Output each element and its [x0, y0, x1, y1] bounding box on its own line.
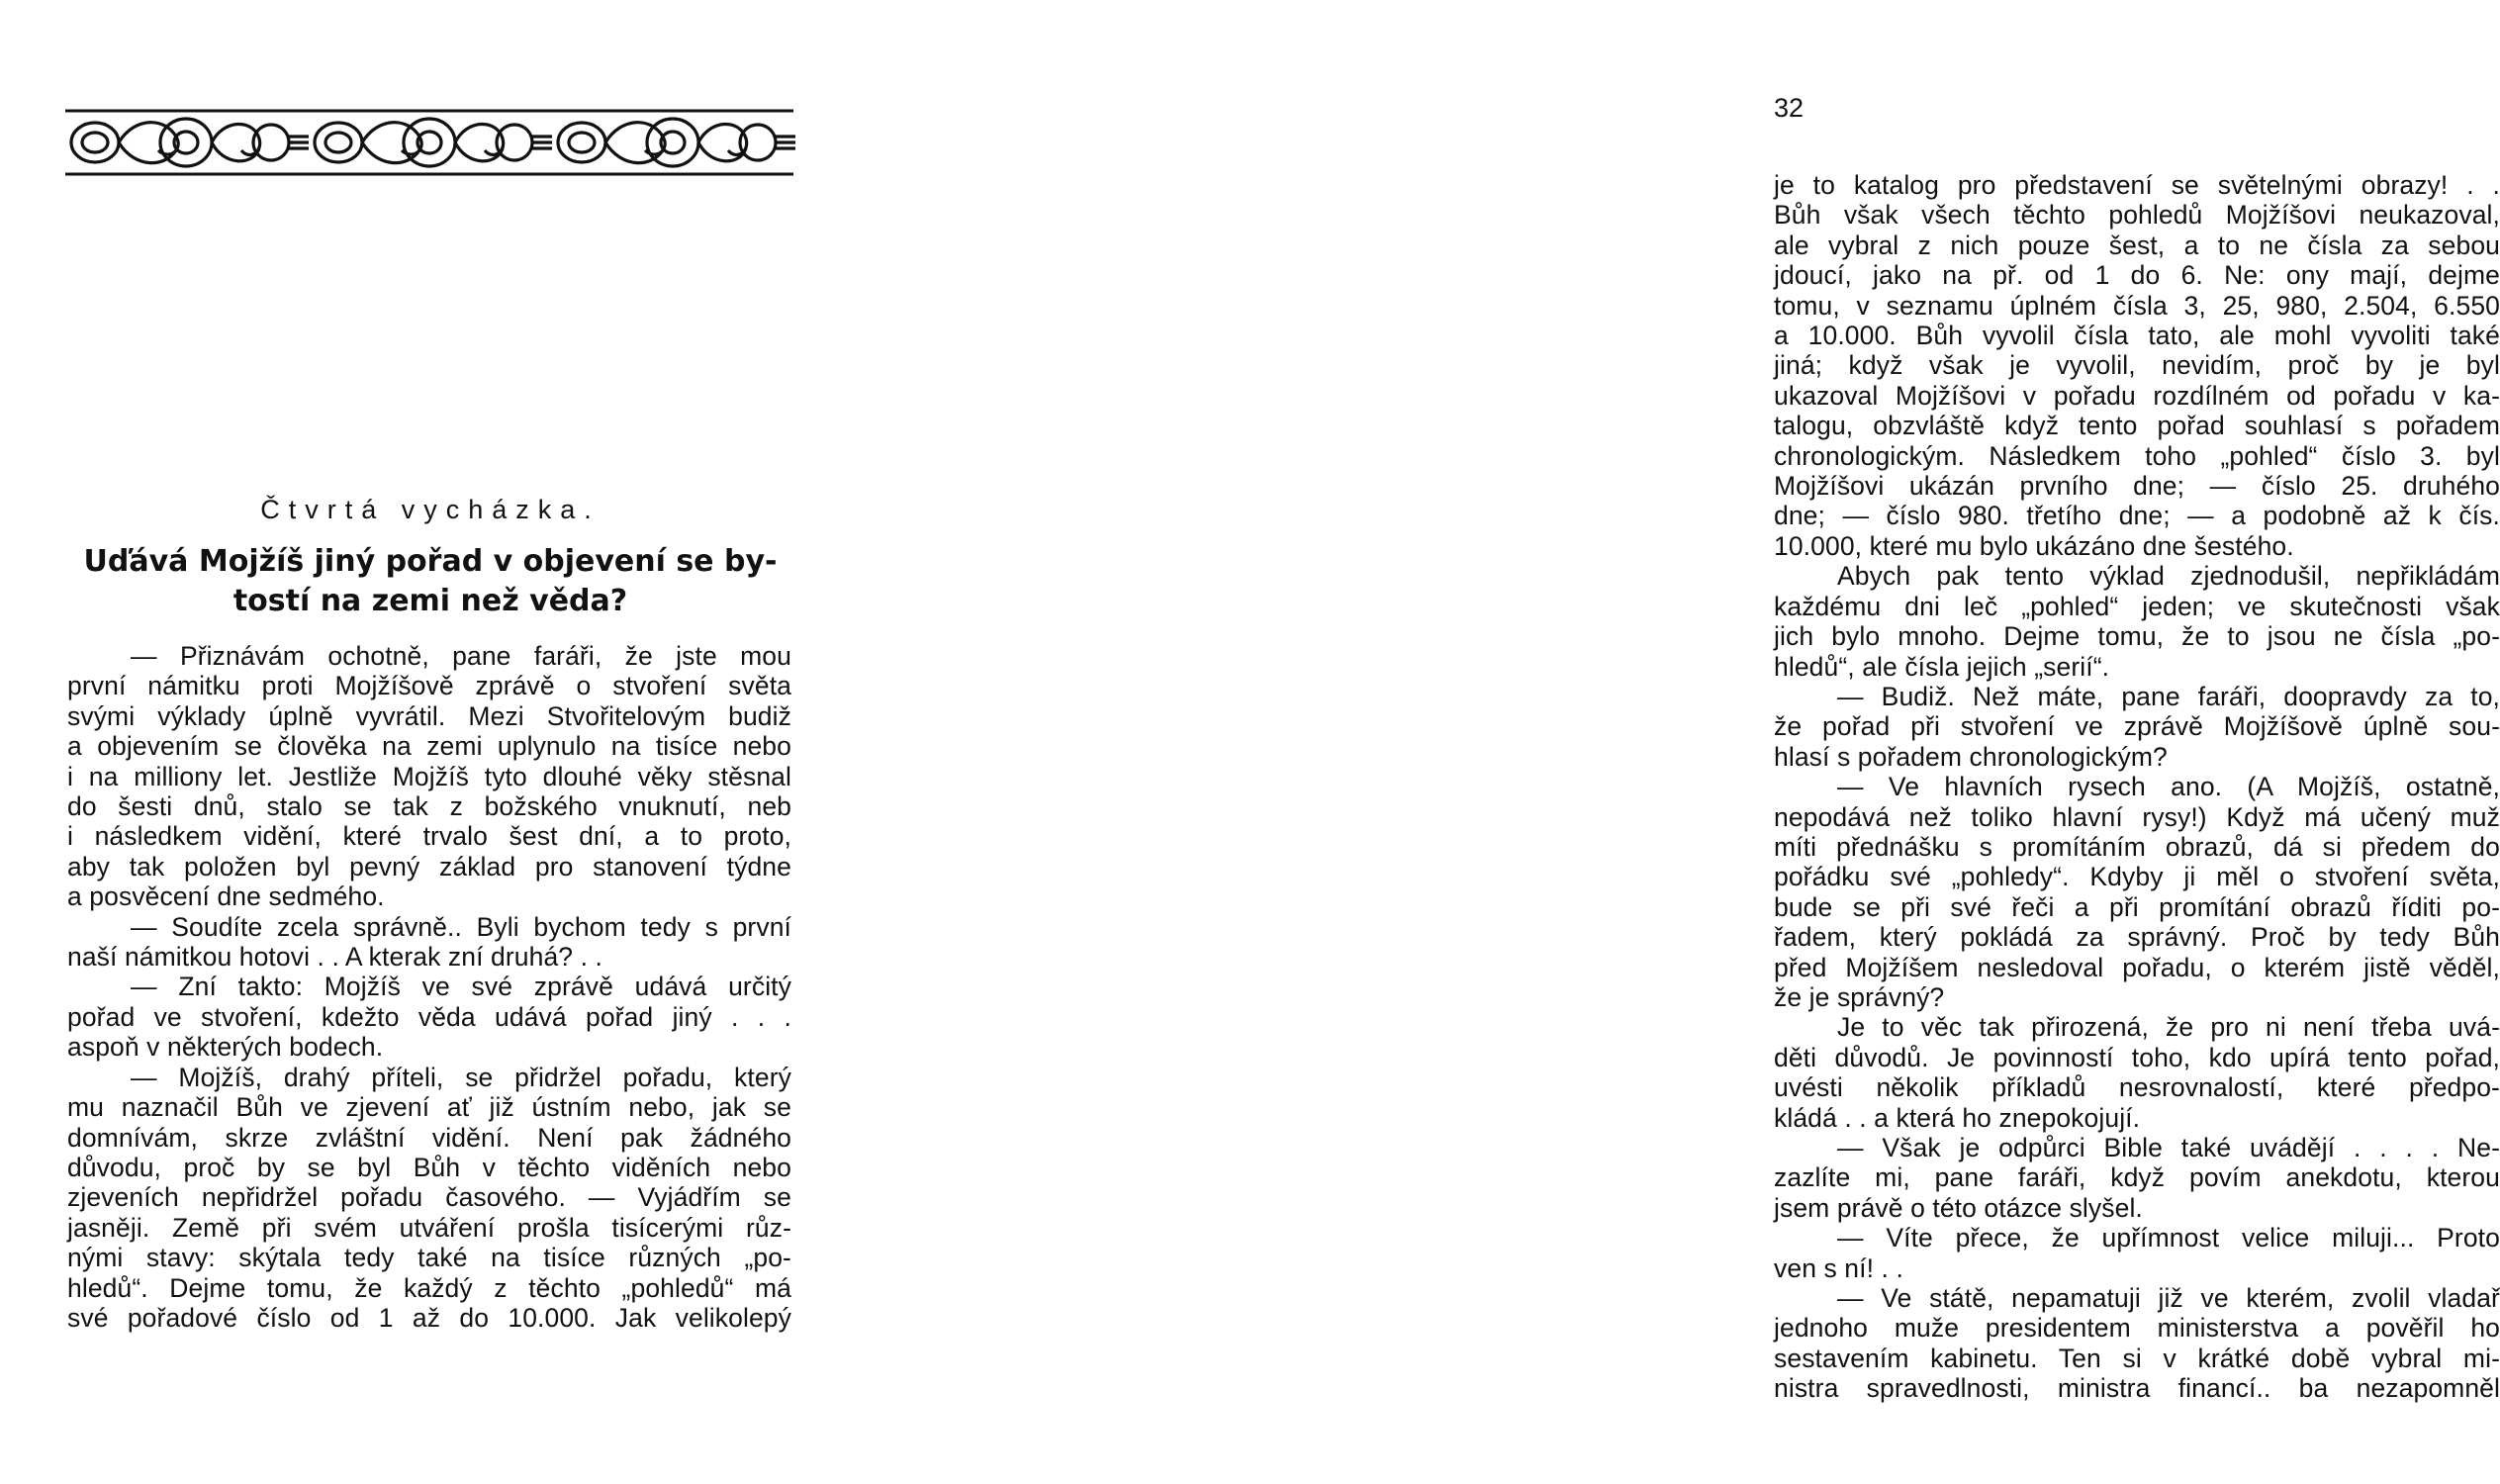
text-line: svými výklady úplně vyvrátil. Mezi Stvořitelovým budiž — [67, 700, 791, 731]
text-line: a posvěcení dne sedmého. — [67, 881, 385, 912]
text-line: uvésti několik příkladů nesrovnalostí, které předpo- — [1774, 1072, 2500, 1103]
text-line: bude se při své řeči a při promítání obrazů říditi po- — [1774, 891, 2500, 922]
text-line: talogu, obzvláště když tento pořad souhlasí s pořadem — [1774, 411, 2500, 441]
text-line: že pořad při stvoření ve zprávě Mojžíšově úplně sou- — [1774, 711, 2500, 742]
page-number: 32 — [1774, 93, 1805, 123]
text-line: — Soudíte zcela správně.. Byli bychom tedy s první — [131, 911, 791, 942]
text-line: mu naznačil Bůh ve zjevení ať již ústním nebo, jak se — [67, 1092, 791, 1123]
left-page-body-text — [67, 641, 791, 1333]
text-line: nepodává než toliko hlavní rysy!) Když má učený muž — [1774, 801, 2500, 832]
text-line: jich bylo mnoho. Dejme tomu, že to jsou ne čísla „po- — [1774, 621, 2500, 652]
text-line: důvodu, proč by se byl Bůh v těchto viděních nebo — [67, 1152, 791, 1182]
text-line: ukazoval Mojžíšovi v pořadu rozdílném od pořadu v ka- — [1774, 380, 2500, 411]
text-line: před Mojžíšem nesledoval pořadu, o kterém jistě věděl, — [1774, 952, 2500, 982]
text-line: — Přiznávám ochotně, pane faráři, že jste mou — [131, 641, 791, 671]
text-line: každému dni leč „pohled“ jeden; ve skutečnosti však — [1774, 591, 2500, 621]
chapter-title — [69, 542, 791, 621]
text-line: ale vybral z nich pouze šest, a to ne čísla za sebou — [1774, 230, 2500, 260]
text-line: — Ve státě, nepamatuji již ve kterém, zvolil vladař — [1837, 1283, 2500, 1314]
text-line: — Budiž. Než máte, pane faráři, doopravdy za to, — [1837, 681, 2500, 711]
text-line: sestavením kabinetu. Ten si v krátké době vybral mi- — [1774, 1343, 2500, 1373]
left-page — [0, 0, 852, 1484]
text-line: první námitku proti Mojžíšově zprávě o stvoření světa — [67, 671, 791, 701]
text-line: hledů“, ale čísla jejich „serií“. — [1774, 651, 2110, 682]
text-line: kládá . . a která ho znepokojují. — [1774, 1102, 2141, 1133]
text-line: hledů“. Dejme tomu, že každý z těchto „pohledů“ má — [67, 1272, 791, 1303]
text-line: Je to věc tak přirozená, že pro ni není třeba uvá- — [1837, 1012, 2500, 1043]
text-line: své pořadové číslo od 1 až do 10.000. Jak velikolepý — [67, 1302, 791, 1333]
text-line: dne; — číslo 980. třetího dne; — a podobně až k čís. — [1774, 501, 2500, 531]
text-line: jasněji. Země při svém utváření prošla tisícerými růz- — [67, 1212, 791, 1243]
chapter-heading: Čtvrtá vycházka. — [260, 495, 601, 524]
text-line: řadem, který pokládá za správný. Proč by tedy Bůh — [1774, 922, 2500, 953]
right-page — [852, 0, 2500, 1484]
text-line: jsem právě o této otázce slyšel. — [1774, 1192, 2143, 1223]
text-line: hlasí s pořadem chronologickým? — [1774, 741, 2168, 772]
text-line: — Víte přece, že upřímnost velice miluji... Proto — [1837, 1223, 2500, 1253]
text-line: nými stavy: skýtala tedy také na tisíce různých „po- — [67, 1243, 791, 1273]
text-line: děti důvodů. Je povinností toho, kdo upírá tento pořad, — [1774, 1042, 2500, 1072]
right-page-body-text — [1774, 170, 2500, 1404]
text-line: míti přednášku s promítáním obrazů, dá si předem do — [1774, 831, 2500, 862]
text-line: a 10.000. Bůh vyvolil čísla tato, ale mohl vyvoliti také — [1774, 321, 2500, 351]
text-line: jdoucí, jako na př. od 1 do 6. Ne: ony mají, dejme — [1774, 260, 2500, 291]
text-line: — Ve hlavních rysech ano. (A Mojžíš, ostatně, — [1837, 772, 2500, 802]
text-line: zazlíte mi, pane faráři, když povím anekdotu, kterou — [1774, 1162, 2500, 1193]
text-line: aby tak položen byl pevný základ pro stanovení týdne — [67, 851, 791, 881]
text-line: do šesti dnů, stalo se tak z božského vnuknutí, neb — [67, 791, 791, 822]
text-line: — Zní takto: Mojžíš ve své zprávě udává určitý — [131, 972, 791, 1002]
text-line: domnívám, skrze zvláštní vidění. Není pak žádného — [67, 1122, 791, 1153]
text-line: a objevením se člověka na zemi uplynulo na tisíce nebo — [67, 731, 791, 762]
text-line: chronologickým. Následkem toho „pohled“ číslo 3. byl — [1774, 440, 2500, 471]
text-line: — Však je odpůrci Bible také uvádějí . . . . Ne- — [1837, 1133, 2500, 1162]
text-line: pořádku své „pohledy“. Kdyby ji měl o stvoření světa, — [1774, 862, 2500, 892]
text-line: jiná; když však je vyvolil, nevidím, proč by je byl — [1774, 350, 2500, 381]
text-line: že je správný? — [1774, 981, 1945, 1012]
text-line: i na milliony let. Jestliže Mojžíš tyto dlouhé věky stěsnal — [67, 761, 791, 791]
text-line: nistra spravedlnosti, ministra financí.. ba nezapomněl — [1774, 1373, 2500, 1404]
text-line: — Mojžíš, drahý příteli, se přidržel pořadu, který — [131, 1062, 791, 1092]
text-line: ven s ní! . . — [1774, 1252, 1903, 1283]
text-line: zjeveních nepřidržel pořadu časového. — Vyjádřím se — [67, 1182, 791, 1213]
chapter-title-line: tostí na zemi než věda? — [232, 584, 628, 618]
text-line: i následkem vidění, které trvalo šest dní, a to proto, — [67, 821, 791, 852]
text-line: Bůh však všech těchto pohledů Mojžíšovi neukazoval, — [1774, 200, 2500, 231]
text-line: naší námitkou hotovi . . A kterak zní druhá? . . — [67, 942, 602, 973]
text-line: je to katalog pro představení se světelnými obrazy! . . — [1774, 170, 2500, 200]
text-line: pořad ve stvoření, kdežto věda udává pořad jiný . . . — [67, 1001, 791, 1032]
text-line: aspoň v některých bodech. — [67, 1032, 384, 1063]
text-line: Mojžíšovi ukázán prvního dne; — číslo 25. druhého — [1774, 471, 2500, 502]
text-line: tomu, v seznamu úplném čísla 3, 25, 980, 2.504, 6.550 — [1774, 290, 2500, 321]
chapter-title-line: Uďává Mojžíš jiný pořad v objevení se by- — [83, 544, 778, 579]
text-line: jednoho muže presidentem ministerstva a pověřil ho — [1774, 1313, 2500, 1344]
text-line: Abych pak tento výklad zjednodušil, nepřikládám — [1837, 561, 2500, 592]
decorative-ornament-band — [65, 107, 793, 178]
text-line: 10.000, které mu bylo ukázáno dne šestého. — [1774, 530, 2294, 561]
